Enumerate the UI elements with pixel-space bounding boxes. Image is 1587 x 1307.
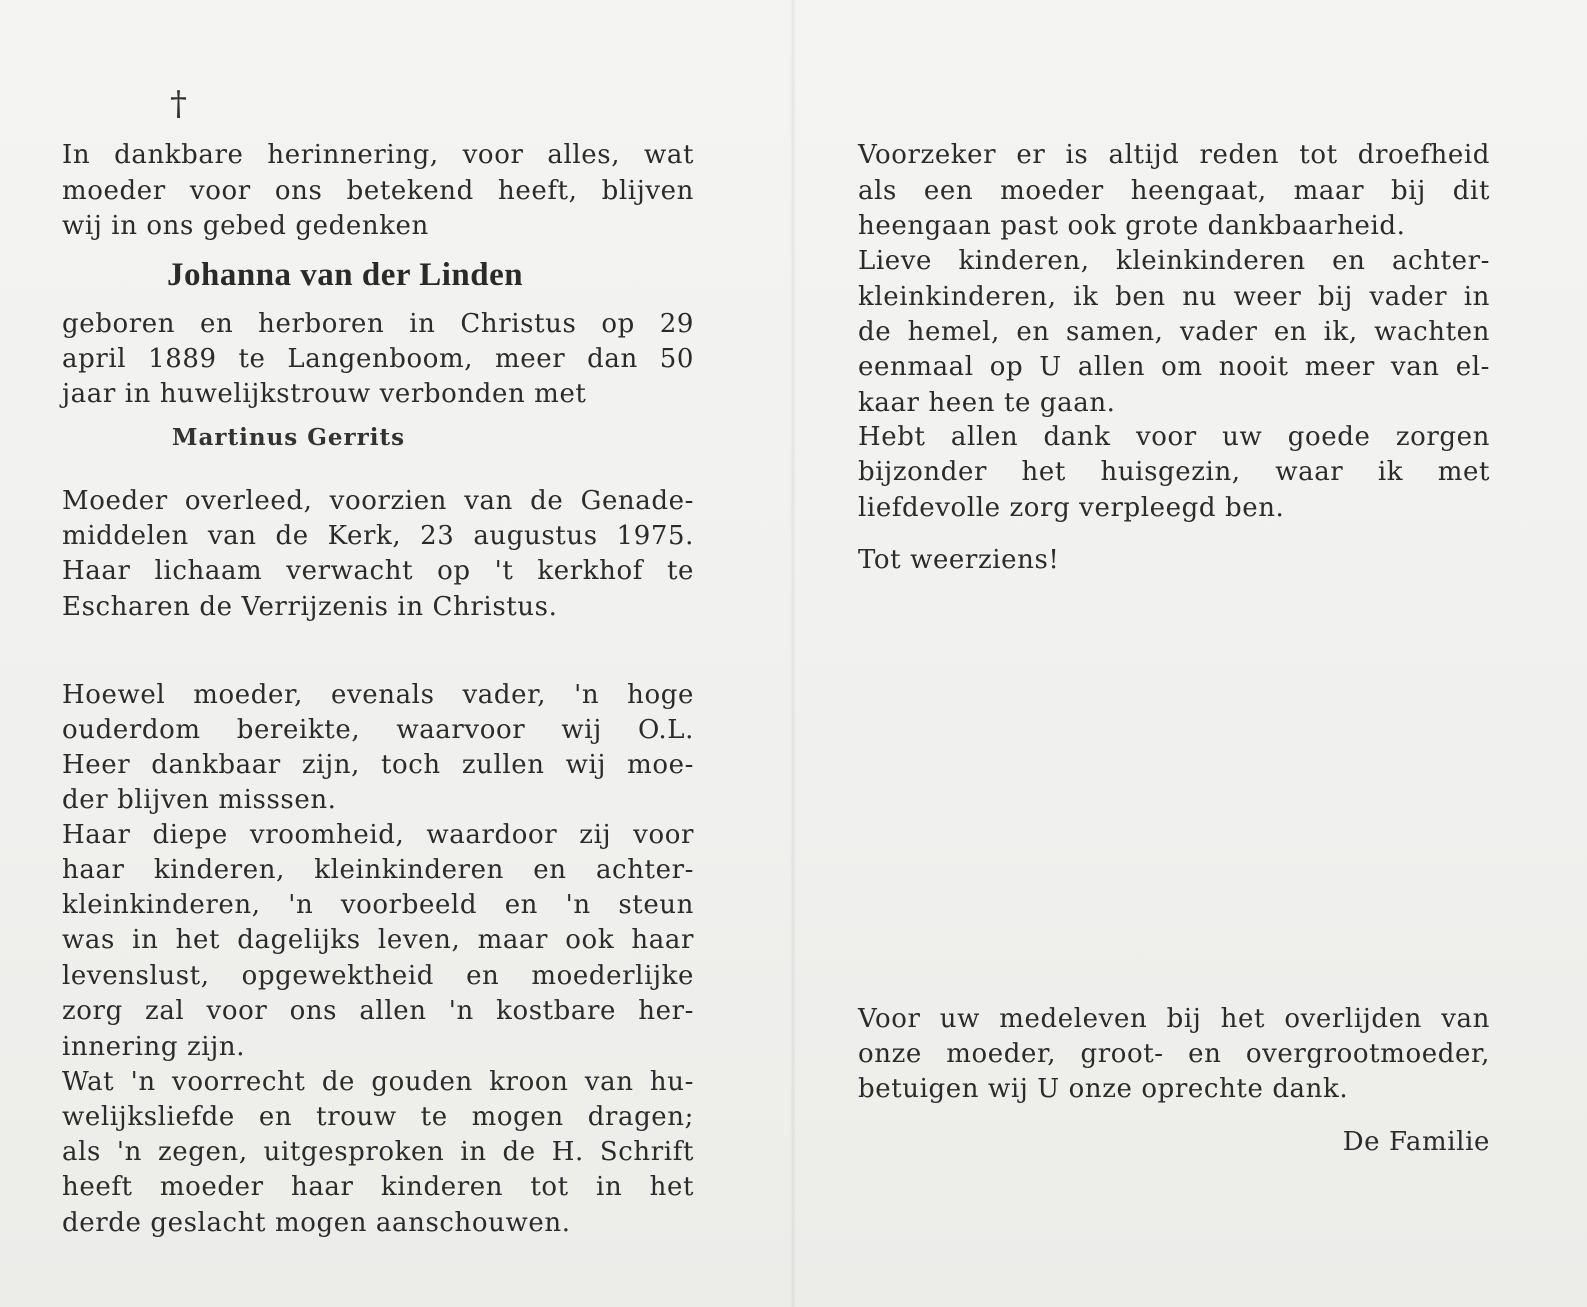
message-line: als een moeder heengaat, maar bij dit xyxy=(858,176,1490,206)
message-line: de hemel, en samen, vader en ik, wachten xyxy=(858,317,1490,347)
cross-icon: † xyxy=(170,84,187,124)
birth-line: jaar in huwelijkstrouw verbonden met xyxy=(62,379,587,409)
body-line: als 'n zegen, uitgesproken in de H. Schrift xyxy=(62,1137,694,1167)
body-line: innering zijn. xyxy=(62,1032,246,1062)
message-line: kaar heen te gaan. xyxy=(858,388,1116,418)
body-line: Wat 'n voorrecht de gouden kroon van hu- xyxy=(62,1067,694,1097)
card-fold xyxy=(790,0,796,1307)
death-line: Haar lichaam verwacht op 't kerkhof te xyxy=(62,556,694,586)
deceased-name: Johanna van der Linden xyxy=(167,257,524,293)
signature: De Familie xyxy=(1342,1127,1490,1157)
message-line: liefdevolle zorg verpleegd ben. xyxy=(858,493,1285,523)
body-line: levenslust, opgewektheid en moederlijke xyxy=(62,961,694,991)
body-line: der blijven misssen. xyxy=(62,785,337,815)
body-line: Hoewel moeder, evenals vader, 'n hoge xyxy=(62,680,694,710)
message-line: eenmaal op U allen om nooit meer van el- xyxy=(858,352,1490,382)
birth-line: geboren en herboren in Christus op 29 xyxy=(62,309,694,339)
message-line: Voorzeker er is altijd reden tot droefheid xyxy=(858,140,1490,170)
message-line: kleinkinderen, ik ben nu weer bij vader in xyxy=(858,282,1490,312)
thanks-line: Voor uw medeleven bij het overlijden van xyxy=(858,1004,1490,1034)
message-line: heengaan past ook grote dankbaarheid. xyxy=(858,211,1406,241)
thanks-line: onze moeder, groot- en overgrootmoeder, xyxy=(858,1039,1490,1069)
intro-line: wij in ons gebed gedenken xyxy=(62,211,429,241)
death-line: middelen van de Kerk, 23 augustus 1975. xyxy=(62,521,694,551)
thanks-line: betuigen wij U onze oprechte dank. xyxy=(858,1074,1349,1104)
body-line: zorg zal voor ons allen 'n kostbare her- xyxy=(62,996,694,1026)
death-line: Escharen de Verrijzenis in Christus. xyxy=(62,592,558,622)
body-line: Heer dankbaar zijn, toch zullen wij moe- xyxy=(62,750,694,780)
body-line: kleinkinderen, 'n voorbeeld en 'n steun xyxy=(62,890,694,920)
death-line: Moeder overleed, voorzien van de Genade- xyxy=(62,486,694,516)
intro-line: moeder voor ons betekend heeft, blijven xyxy=(62,176,694,206)
message-line: Hebt allen dank voor uw goede zorgen xyxy=(858,422,1490,452)
body-line: Haar diepe vroomheid, waardoor zij voor xyxy=(62,820,694,850)
body-line: derde geslacht mogen aanschouwen. xyxy=(62,1208,571,1238)
body-line: haar kinderen, kleinkinderen en achter- xyxy=(62,855,694,885)
birth-line: april 1889 te Langenboom, meer dan 50 xyxy=(62,344,694,374)
message-line: bijzonder het huisgezin, waar ik met xyxy=(858,457,1490,487)
farewell-text: Tot weerziens! xyxy=(858,545,1060,575)
message-line: Lieve kinderen, kleinkinderen en achter- xyxy=(858,246,1490,276)
spouse-name: Martinus Gerrits xyxy=(172,424,406,451)
body-line: was in het dagelijks leven, maar ook haar xyxy=(62,925,694,955)
body-line: heeft moeder haar kinderen tot in het xyxy=(62,1172,694,1202)
intro-line: In dankbare herinnering, voor alles, wat xyxy=(62,140,694,170)
body-line: welijksliefde en trouw te mogen dragen; xyxy=(62,1102,694,1132)
body-line: ouderdom bereikte, waarvoor wij O.L. xyxy=(62,715,694,745)
